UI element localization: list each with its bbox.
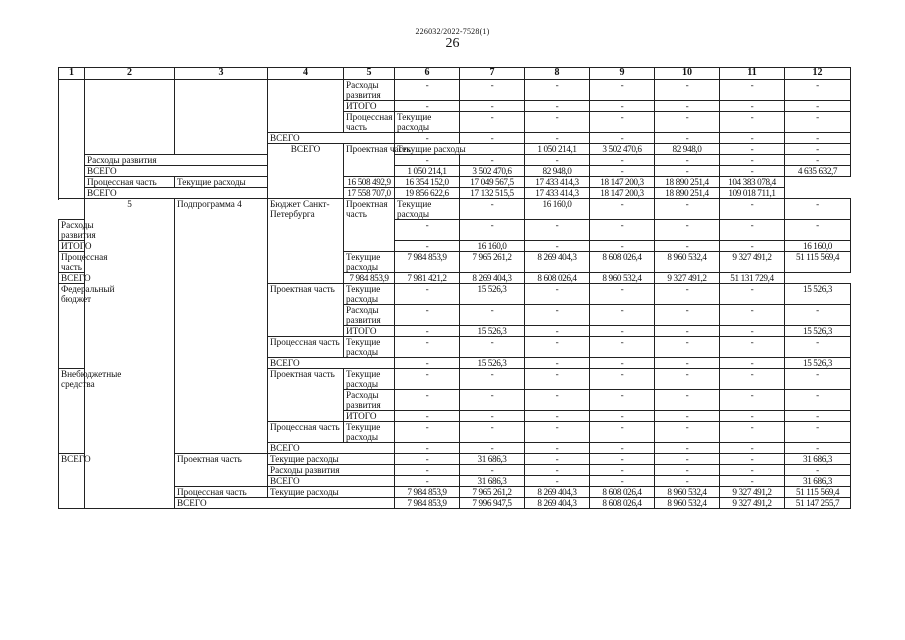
value-cell: 9 327 491,2: [720, 498, 785, 509]
value-cell: -: [720, 112, 785, 133]
row-label: Расходы развития: [344, 305, 395, 326]
value-cell: -: [590, 326, 655, 337]
value-cell: 8 960 532,4: [590, 273, 655, 284]
value-cell: -: [460, 465, 525, 476]
value-cell: -: [590, 241, 655, 252]
value-cell: -: [720, 220, 785, 241]
row-label: Текущие расходы: [344, 337, 395, 358]
value-cell: -: [720, 411, 785, 422]
row-label: Расходы развития: [344, 390, 395, 411]
header-cell: 4: [268, 68, 344, 80]
table-row: [59, 155, 851, 166]
row-label: Процессная часть: [175, 487, 268, 498]
value-cell: -: [525, 390, 590, 411]
value-cell: -: [785, 422, 851, 443]
header-cell: 10: [655, 68, 720, 80]
value-cell: -: [720, 166, 785, 177]
value-cell: -: [785, 144, 851, 155]
table-row: [59, 177, 851, 188]
value-cell: 16 508 492,9: [344, 177, 395, 188]
row-label: ВСЕГО: [85, 188, 344, 199]
row-label: Расходы развития: [268, 465, 395, 476]
value-cell: 51 115 569,4: [785, 252, 851, 273]
value-cell: -: [590, 337, 655, 358]
row-label: Проектная часть: [268, 284, 344, 337]
value-cell: 3 502 470,6: [590, 144, 655, 155]
value-cell: -: [590, 390, 655, 411]
value-cell: 51 131 729,4: [720, 273, 785, 284]
value-cell: -: [655, 241, 720, 252]
value-cell: -: [655, 220, 720, 241]
value-cell: -: [785, 112, 851, 133]
value-cell: -: [785, 101, 851, 112]
value-cell: 8 269 404,3: [525, 498, 590, 509]
value-cell: -: [590, 101, 655, 112]
value-cell: -: [590, 220, 655, 241]
value-cell: -: [460, 305, 525, 326]
value-cell: 17 433 414,3: [525, 188, 590, 199]
value-cell: 8 269 404,3: [460, 273, 525, 284]
table-row: [59, 454, 851, 465]
document-id: 226032/2022-7528(1): [415, 27, 490, 36]
value-cell: -: [460, 422, 525, 443]
funding-source: Федеральный бюджет: [59, 284, 85, 369]
table-row: [59, 498, 851, 509]
value-cell: 82 948,0: [655, 144, 720, 155]
header-cell: 7: [460, 68, 525, 80]
value-cell: -: [655, 133, 720, 144]
row-label: ВСЕГО: [85, 166, 268, 177]
row-label: Расходы развития: [344, 80, 395, 101]
value-cell: -: [785, 305, 851, 326]
header-cell: 3: [175, 68, 268, 80]
value-cell: 31 686,3: [785, 454, 851, 465]
value-cell: -: [655, 369, 720, 390]
value-cell: -: [655, 454, 720, 465]
value-cell: -: [785, 155, 851, 166]
header-cell: 6: [395, 68, 460, 80]
value-cell: -: [720, 454, 785, 465]
row-label: Текущие расходы: [395, 112, 460, 133]
row-label: ВСЕГО: [59, 273, 175, 284]
row-label: ВСЕГО: [175, 498, 395, 509]
value-cell: -: [785, 411, 851, 422]
value-cell: 8 608 026,4: [590, 252, 655, 273]
row-label: Текущие расходы: [395, 144, 525, 155]
value-cell: -: [525, 422, 590, 443]
value-cell: -: [590, 422, 655, 443]
value-cell: -: [785, 199, 851, 220]
value-cell: -: [785, 220, 851, 241]
value-cell: -: [590, 411, 655, 422]
table-row: [59, 166, 851, 177]
value-cell: 9 327 491,2: [720, 487, 785, 498]
value-cell: 16 160,0: [525, 199, 590, 220]
value-cell: -: [655, 101, 720, 112]
value-cell: -: [655, 112, 720, 133]
value-cell: 8 960 532,4: [655, 487, 720, 498]
value-cell: -: [460, 133, 525, 144]
value-cell: 15 526,3: [785, 326, 851, 337]
row-label: ВСЕГО: [268, 443, 395, 454]
value-cell: -: [590, 443, 655, 454]
row-label: Расходы развития: [85, 155, 268, 166]
value-cell: -: [395, 454, 460, 465]
value-cell: -: [655, 422, 720, 443]
value-cell: 8 960 532,4: [655, 252, 720, 273]
value-cell: 18 890 251,4: [655, 188, 720, 199]
value-cell: 7 981 421,2: [395, 273, 460, 284]
value-cell: -: [720, 241, 785, 252]
value-cell: -: [395, 220, 460, 241]
row-label: ВСЕГО: [268, 133, 395, 144]
value-cell: -: [525, 326, 590, 337]
row-label: Текущие расходы: [268, 487, 395, 498]
value-cell: -: [460, 443, 525, 454]
value-cell: 1 050 214,1: [395, 166, 460, 177]
header-cell: 11: [720, 68, 785, 80]
value-cell: -: [590, 465, 655, 476]
value-cell: -: [720, 369, 785, 390]
row-label: Проектная часть: [344, 199, 395, 252]
value-cell: 18 147 200,3: [590, 188, 655, 199]
value-cell: -: [395, 337, 460, 358]
header-cell: 2: [85, 68, 175, 80]
value-cell: 7 984 853,9: [395, 498, 460, 509]
value-cell: -: [720, 476, 785, 487]
value-cell: -: [655, 199, 720, 220]
row-label: Процессная часть: [268, 337, 344, 358]
value-cell: 7 996 947,5: [460, 498, 525, 509]
value-cell: 18 147 200,3: [590, 177, 655, 188]
row-label: Текущие расходы: [344, 369, 395, 390]
value-cell: 18 890 251,4: [655, 177, 720, 188]
value-cell: -: [395, 133, 460, 144]
value-cell: -: [590, 358, 655, 369]
value-cell: -: [720, 358, 785, 369]
value-cell: 9 327 491,2: [720, 252, 785, 273]
value-cell: -: [720, 443, 785, 454]
value-cell: -: [590, 284, 655, 305]
row-label: Текущие расходы: [344, 422, 395, 443]
row-label: Текущие расходы: [395, 199, 460, 220]
value-cell: -: [395, 411, 460, 422]
row-label: Текущие расходы: [175, 177, 344, 188]
value-cell: -: [395, 80, 460, 101]
value-cell: 3 502 470,6: [460, 166, 525, 177]
value-cell: 8 608 026,4: [525, 273, 590, 284]
value-cell: 15 526,3: [785, 284, 851, 305]
value-cell: -: [785, 337, 851, 358]
value-cell: 15 526,3: [785, 358, 851, 369]
value-cell: -: [655, 390, 720, 411]
value-cell: -: [525, 155, 590, 166]
table-row: [59, 487, 851, 498]
value-cell: -: [720, 199, 785, 220]
value-cell: -: [525, 80, 590, 101]
table-row: [59, 80, 851, 101]
value-cell: -: [590, 155, 655, 166]
value-cell: -: [395, 155, 460, 166]
header-cell: 8: [525, 68, 590, 80]
value-cell: 19 856 622,6: [395, 188, 460, 199]
value-cell: -: [525, 112, 590, 133]
row-label: Расходы развития: [59, 220, 85, 241]
value-cell: 1 050 214,1: [525, 144, 590, 155]
row-label: ИТОГО: [344, 326, 395, 337]
value-cell: -: [525, 101, 590, 112]
value-cell: 16 160,0: [785, 241, 851, 252]
header-cell: 9: [590, 68, 655, 80]
value-cell: -: [590, 454, 655, 465]
value-cell: -: [720, 155, 785, 166]
value-cell: -: [460, 390, 525, 411]
value-cell: 31 686,3: [460, 476, 525, 487]
value-cell: 8 269 404,3: [525, 252, 590, 273]
value-cell: -: [655, 166, 720, 177]
value-cell: -: [720, 305, 785, 326]
row-label: Проектная часть: [175, 454, 268, 487]
value-cell: 17 049 567,5: [460, 177, 525, 188]
value-cell: -: [590, 80, 655, 101]
value-cell: -: [525, 241, 590, 252]
row-label: Текущие расходы: [344, 284, 395, 305]
value-cell: -: [785, 443, 851, 454]
row-label: ВСЕГО: [268, 144, 344, 199]
value-cell: -: [655, 476, 720, 487]
value-cell: 15 526,3: [460, 358, 525, 369]
value-cell: 7 984 853,9: [395, 252, 460, 273]
row-label: ИТОГО: [344, 101, 395, 112]
value-cell: -: [395, 369, 460, 390]
header-cell: 1: [59, 68, 85, 80]
value-cell: -: [720, 80, 785, 101]
value-cell: 7 984 853,9: [395, 487, 460, 498]
value-cell: -: [395, 422, 460, 443]
value-cell: 104 383 078,4: [720, 177, 785, 188]
value-cell: -: [720, 337, 785, 358]
row-label: ВСЕГО: [268, 358, 395, 369]
value-cell: -: [525, 337, 590, 358]
value-cell: -: [720, 422, 785, 443]
value-cell: -: [395, 284, 460, 305]
value-cell: 51 147 255,7: [785, 498, 851, 509]
value-cell: -: [460, 101, 525, 112]
value-cell: -: [720, 465, 785, 476]
value-cell: -: [590, 305, 655, 326]
value-cell: -: [525, 443, 590, 454]
row-label: Процессная часть: [344, 112, 395, 133]
value-cell: -: [590, 112, 655, 133]
row-label: Процессная часть: [85, 177, 175, 188]
value-cell: -: [785, 80, 851, 101]
value-cell: -: [460, 411, 525, 422]
value-cell: -: [590, 199, 655, 220]
value-cell: -: [720, 133, 785, 144]
row-label: Процессная часть: [59, 252, 85, 273]
value-cell: 15 526,3: [460, 284, 525, 305]
value-cell: -: [525, 476, 590, 487]
subprogram-name: Подпрограмма 4: [175, 199, 268, 454]
value-cell: -: [655, 411, 720, 422]
value-cell: -: [395, 358, 460, 369]
row-number: 5: [85, 199, 175, 509]
value-cell: 4 635 632,7: [785, 166, 851, 177]
value-cell: -: [655, 358, 720, 369]
value-cell: -: [525, 454, 590, 465]
value-cell: -: [460, 155, 525, 166]
value-cell: -: [525, 305, 590, 326]
value-cell: -: [460, 112, 525, 133]
table-row: [59, 188, 851, 199]
value-cell: 82 948,0: [525, 166, 590, 177]
value-cell: -: [655, 305, 720, 326]
header-cell: 5: [344, 68, 395, 80]
value-cell: -: [590, 133, 655, 144]
value-cell: -: [525, 465, 590, 476]
value-cell: -: [785, 369, 851, 390]
row-label: ИТОГО: [59, 241, 85, 252]
value-cell: -: [395, 476, 460, 487]
value-cell: -: [395, 101, 460, 112]
value-cell: 8 608 026,4: [590, 498, 655, 509]
funding-source: Бюджет Санкт-Петербурга: [268, 199, 344, 284]
value-cell: -: [655, 326, 720, 337]
value-cell: -: [460, 369, 525, 390]
row-label: Текущие расходы: [344, 252, 395, 273]
row-label: Проектная часть: [268, 369, 344, 422]
value-cell: -: [525, 133, 590, 144]
value-cell: 8 608 026,4: [590, 487, 655, 498]
value-cell: -: [655, 337, 720, 358]
value-cell: 7 965 261,2: [460, 252, 525, 273]
value-cell: 15 526,3: [460, 326, 525, 337]
value-cell: -: [395, 241, 460, 252]
column-number-row: [59, 68, 851, 80]
value-cell: 17 132 515,5: [460, 188, 525, 199]
value-cell: -: [525, 284, 590, 305]
value-cell: -: [590, 369, 655, 390]
value-cell: -: [525, 358, 590, 369]
value-cell: 17 433 414,3: [525, 177, 590, 188]
value-cell: -: [655, 155, 720, 166]
value-cell: 8 269 404,3: [525, 487, 590, 498]
value-cell: -: [720, 284, 785, 305]
value-cell: -: [525, 411, 590, 422]
value-cell: -: [395, 443, 460, 454]
row-label: ИТОГО: [344, 411, 395, 422]
value-cell: -: [655, 80, 720, 101]
value-cell: -: [460, 199, 525, 220]
row-label: Процессная часть: [268, 422, 344, 443]
value-cell: -: [655, 284, 720, 305]
value-cell: -: [525, 369, 590, 390]
value-cell: 31 686,3: [460, 454, 525, 465]
value-cell: -: [655, 465, 720, 476]
header-cell: 12: [785, 68, 851, 80]
value-cell: 9 327 491,2: [655, 273, 720, 284]
value-cell: -: [395, 465, 460, 476]
value-cell: -: [720, 326, 785, 337]
value-cell: -: [720, 101, 785, 112]
row-label: Проектная часть: [344, 144, 395, 177]
value-cell: -: [720, 144, 785, 155]
budget-table: [58, 67, 851, 509]
value-cell: -: [460, 220, 525, 241]
value-cell: -: [395, 326, 460, 337]
value-cell: -: [460, 80, 525, 101]
value-cell: 8 960 532,4: [655, 498, 720, 509]
value-cell: -: [720, 390, 785, 411]
value-cell: -: [460, 337, 525, 358]
value-cell: -: [785, 465, 851, 476]
row-label: ВСЕГО: [268, 476, 395, 487]
value-cell: 31 686,3: [785, 476, 851, 487]
funding-source: Внебюджетные средства: [59, 369, 85, 454]
value-cell: -: [590, 166, 655, 177]
row-label: Текущие расходы: [268, 454, 395, 465]
value-cell: 51 115 569,4: [785, 487, 851, 498]
value-cell: -: [395, 305, 460, 326]
value-cell: -: [785, 390, 851, 411]
value-cell: 7 984 853,9: [344, 273, 395, 284]
value-cell: 16 160,0: [460, 241, 525, 252]
value-cell: -: [655, 443, 720, 454]
value-cell: 109 018 711,1: [720, 188, 785, 199]
value-cell: 16 354 152,0: [395, 177, 460, 188]
value-cell: -: [525, 220, 590, 241]
page-number: 26: [445, 36, 460, 51]
value-cell: -: [395, 390, 460, 411]
value-cell: 7 965 261,2: [460, 487, 525, 498]
value-cell: -: [590, 476, 655, 487]
value-cell: 17 558 707,0: [344, 188, 395, 199]
value-cell: -: [785, 133, 851, 144]
row-label: ВСЕГО: [59, 454, 85, 509]
